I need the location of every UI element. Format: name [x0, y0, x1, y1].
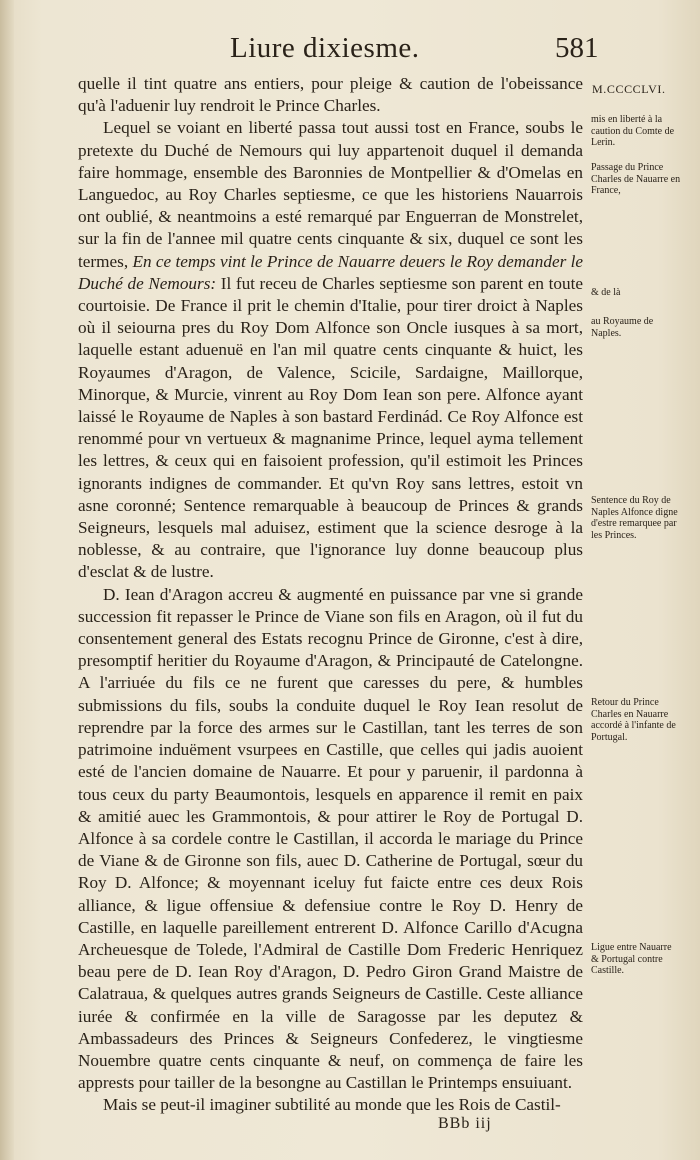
paragraph-2-part-b: Il fut receu de Charles septiesme son parent en toute courtoisie. De France il prit le chemin d'Italie, pour tirer droict à Naples où il seiourna pres du Roy Dom Alfonce son Oncle iusques à sa mort, laquelle estant aduenuë en l'an mil quatre cents cinquante & huict, les Royaumes d'Aragon, de Valence, Scicile, Sardaigne, Maillorque, Minorque, & Murcie, vinrent au Roy Dom Iean son pere. Alfonce ayant laissé le Royaume de Naples à son bastard Ferdinád. Ce Roy Alfonce est renommé pour vn vertueux & magnanime Prince, lequel ayma tellement les lettres, & ceux qui en faisoient profession, qu'il estimoit les Princes ignorants indignes de commander. Et qu'vn Roy sans lettres, estoit vn asne coronné; Sentence remarquable à beaucoup de Princes & grands Seigneurs, lesquels mal aduisez, estiment que la science desroge à la noblesse, & au contraire, que l'ignorance luy donne beaucoup plus d'esclat & de lustre. — [78, 273, 583, 582]
margin-note-passage-france: Passage du Prince Charles de Nauarre en France, — [591, 162, 681, 196]
margin-note-naples: au Royaume de Naples. — [591, 316, 654, 339]
year-marginal: M.CCCCLVI. — [592, 82, 666, 96]
margin-note-liberte: mis en liberté à la caution du Comte de Lerin. — [591, 114, 675, 148]
paragraph-1: quelle il tint quatre ans entiers, pour pleige & caution de l'obeissance qu'à l'aduenir luy rendroit le Prince Charles. — [78, 74, 583, 116]
paragraph-2-part-a: Lequel se voiant en liberté passa tout aussi tost en France, soubs le pretexte du Duché de Nemours qui luy appartenoit duquel il demanda faire hommage, ensemble des Baronnies de Montpellier & d'Omelas en Languedoc, au Roy Charles septiesme, ce que les historiens Nauarrois ont oublié, & neantmoins a esté remarqué par Enguerran de Monstrelet, sur la fin de l'annee mil quatre cents cinquante & six, duquel ce sont les termes, — [78, 118, 583, 271]
paragraph-3: D. Iean d'Aragon accreu & augmenté en puissance par vne si grande succession fit repasser le Prince de Viane son fils en Aragon, où il fut du consentement general des Estats recognu Prince de Gironne, c'est à dire, presomptif heritier du Royaume d'Aragon, & Principauté de Catelongne. A l'arriuée du fils ce ne furent que caresses du pere, & humbles submissions du fils, soubs la conduite duquel le Roy Iean resolut de reprendre par la force des armes sur le Castillan, tant les terres de son patrimoine induëment vsurpees en Castille, que celles qui jadis auoient esté de l'ancien domaine de Nauarre. Et pour y paruenir, il pardonna à tous ceux du party Beaumontois, lesquels en apparence il remit en paix & amitié auec les Grammontois, & pour attirer le Roy de Portugal D. Alfonce à sa cordele contre le Castillan, il accorda le mariage du Prince de Viane & de Gironne son fils, auec D. Catherine de Portugal, sœur du Roy D. Alfonce; & moyennant iceluy fut faicte entre ces deux Rois alliance, & ligue offensiue & defensiue contre le Roy D. Henry de Castille, en laquelle pareillement entrerent D. Alfonce Carillo d'Acugna Archeuesque de Tolede, l'Admiral de Castille Dom Frederic Henriquez beau pere de D. Iean Roy d'Aragon, D. Pedro Giron Grand Maistre de Calatraua, & quelques autres grands Seigneurs de Castille. Ceste alliance iurée & confirmée en la ville de Saragosse par les deputez & Ambassadeurs des Princes & Seigneurs Confederez, le vingtiesme Nouembre quatre cents cinquante & neuf, on commença de faire les apprests pour tailler de la besongne au Castillan le Printemps ensuiuant. — [78, 584, 583, 1093]
page-header — [0, 32, 700, 72]
margin-note-sentence: Sentence du Roy de Naples Alfonce digne d'estre remarquee par les Princes. — [591, 495, 678, 541]
margin-note-retour: Retour du Prince Charles en Nauarre accordé à l'infante de Portugal. — [591, 697, 676, 743]
page-number: 581 — [555, 32, 599, 64]
page-gutter-shadow — [0, 0, 14, 1160]
signature-mark: BBb iij — [438, 1115, 492, 1132]
running-title: Liure dixiesme. — [230, 32, 420, 64]
body-text — [78, 73, 583, 1117]
paragraph-2 — [78, 117, 583, 583]
margin-note-de-la: & de là — [591, 287, 621, 298]
margin-note-ligue: Ligue entre Nauarre & Portugal contre Castille. — [591, 942, 672, 976]
monstrelet-quote: En ce temps vint le Prince de Nauarre deuers le Roy demander le Duché de Nemours: — [78, 251, 584, 293]
paragraph-4: Mais se peut-il imaginer subtilité au monde que les Rois de Castil- — [103, 1095, 561, 1115]
